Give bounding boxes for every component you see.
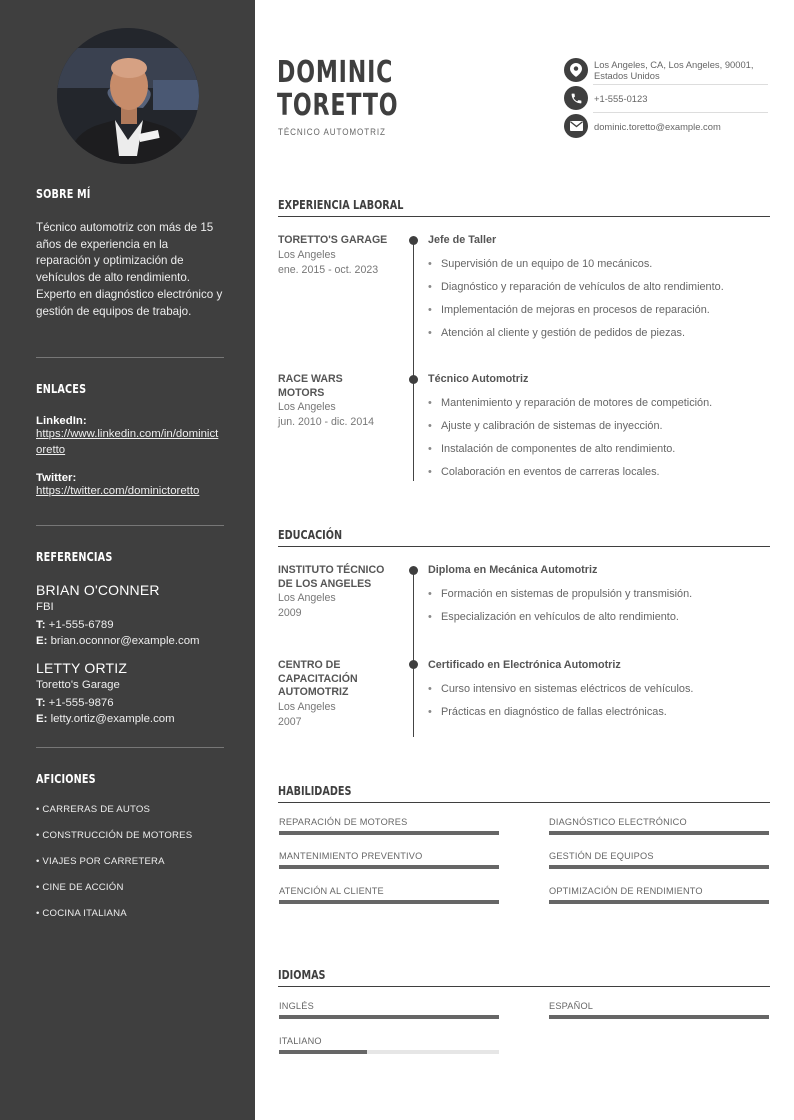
- language-bar-fill: [279, 1050, 367, 1054]
- first-name: DOMINIC: [277, 55, 394, 90]
- timeline-dot: [409, 375, 418, 384]
- list-item: • Ajuste y calibración de sistemas de inyección.: [428, 420, 773, 443]
- skill-bar-fill: [549, 865, 769, 869]
- sidebar: [0, 0, 255, 1120]
- reference-name: BRIAN O'CONNER: [36, 582, 160, 598]
- email-prefix: E:: [36, 635, 48, 647]
- about-text: Técnico automotriz con más de 15 años de experiencia en la reparación y optimización de vehículos de alto rendimiento. Experto en diagnóstico electrónico y gestión de equipos de trabajo.: [36, 221, 223, 318]
- divider: [36, 357, 224, 358]
- job-role: TÉCNICO AUTOMOTRIZ: [278, 127, 386, 137]
- hobbies-heading: AFICIONES: [36, 771, 96, 786]
- hobby-item: • COCINA ITALIANA: [36, 908, 127, 919]
- skill-item: [549, 886, 769, 904]
- timeline-dot: [409, 566, 418, 575]
- skill-bar-fill: [279, 865, 499, 869]
- experience-title: Jefe de Taller: [428, 234, 497, 246]
- skill-bar-fill: [549, 831, 769, 835]
- list-item: • Diagnóstico y reparación de vehículos de alto rendimiento.: [428, 281, 773, 304]
- reference-name: LETTY ORTIZ: [36, 660, 128, 676]
- skill-bar: [279, 865, 499, 869]
- education-title: Certificado en Electrónica Automotriz: [428, 659, 621, 671]
- education-org: CENTRO DE CAPACITACIÓN AUTOMOTRIZ: [278, 659, 358, 698]
- reference-item: [36, 660, 224, 725]
- education-dates: 2007: [278, 715, 302, 728]
- phone-text: +1-555-0123: [594, 92, 648, 104]
- phone-prefix: T:: [36, 619, 46, 631]
- phone-prefix: T:: [36, 697, 46, 709]
- twitter-label: Twitter:: [36, 472, 77, 484]
- skill-bar-fill: [549, 900, 769, 904]
- reference-email[interactable]: letty.ortiz@example.com: [50, 713, 175, 725]
- twitter-link[interactable]: https://twitter.com/dominictoretto: [36, 485, 200, 497]
- list-item: • Colaboración en eventos de carreras locales.: [428, 466, 773, 489]
- skill-bar-fill: [279, 900, 499, 904]
- skill-name: OPTIMIZACIÓN DE RENDIMIENTO: [549, 886, 703, 896]
- language-item: [279, 1036, 499, 1054]
- education-title: Diploma en Mecánica Automotriz: [428, 564, 598, 576]
- language-item: [549, 1001, 769, 1019]
- education-entry-meta: [278, 659, 398, 730]
- reference-phone: +1-555-6789: [48, 619, 114, 631]
- about-heading: SOBRE MÍ: [36, 186, 91, 201]
- timeline-dot: [409, 236, 418, 245]
- reference-email[interactable]: brian.oconnor@example.com: [50, 635, 200, 647]
- reference-org: FBI: [36, 601, 54, 613]
- references-heading: REFERENCIAS: [36, 549, 113, 564]
- list-item: • Prácticas en diagnóstico de fallas electrónicas.: [428, 706, 773, 729]
- skill-name: MANTENIMIENTO PREVENTIVO: [279, 851, 423, 861]
- divider: [593, 84, 768, 85]
- experience-bullets: [428, 258, 773, 350]
- experience-org: TORETTO'S GARAGE: [278, 234, 388, 246]
- linkedin-link[interactable]: https://www.linkedin.com/in/dominictoretto: [36, 428, 219, 456]
- last-name: TORETTO: [277, 88, 399, 123]
- experience-entry-meta: [278, 373, 398, 430]
- experience-location: Los Angeles: [278, 401, 336, 413]
- list-item: • Supervisión de un equipo de 10 mecánicos.: [428, 258, 773, 281]
- reference-org: Toretto's Garage: [36, 679, 120, 691]
- education-location: Los Angeles: [278, 592, 336, 604]
- contact-email: [564, 114, 768, 138]
- education-bullets: [428, 588, 773, 634]
- timeline-dot: [409, 660, 418, 669]
- contact-phone: [564, 86, 768, 110]
- skill-item: [279, 886, 499, 904]
- skill-item: [549, 851, 769, 869]
- hobby-item: • VIAJES POR CARRETERA: [36, 856, 165, 867]
- hobby-item: • CARRERAS DE AUTOS: [36, 804, 151, 815]
- email-text[interactable]: dominic.toretto@example.com: [594, 120, 721, 132]
- language-name: ESPAÑOL: [549, 1001, 594, 1011]
- list-item: • Implementación de mejoras en procesos de reparación.: [428, 304, 773, 327]
- skill-item: [549, 817, 769, 835]
- list-item: • Instalación de componentes de alto rendimiento.: [428, 443, 773, 466]
- section-rule: [278, 216, 770, 217]
- experience-dates: ene. 2015 - oct. 2023: [278, 263, 379, 276]
- language-name: INGLÉS: [279, 1001, 314, 1011]
- skill-item: [279, 817, 499, 835]
- profile-photo: [57, 28, 199, 164]
- list-item: • Mantenimiento y reparación de motores de competición.: [428, 397, 773, 420]
- location-pin-icon: [564, 58, 588, 82]
- divider: [36, 525, 224, 526]
- phone-icon: [564, 86, 588, 110]
- skill-item: [279, 851, 499, 869]
- education-entry-meta: [278, 564, 398, 621]
- skill-bar: [279, 831, 499, 835]
- experience-org: RACE WARS MOTORS: [278, 373, 343, 399]
- language-bar: [549, 1015, 769, 1019]
- mail-icon: [564, 114, 588, 138]
- divider: [36, 747, 224, 748]
- skill-bar: [549, 900, 769, 904]
- language-bar: [279, 1050, 499, 1054]
- education-timeline: [413, 570, 414, 737]
- education-org: INSTITUTO TÉCNICO DE LOS ANGELES: [278, 564, 385, 590]
- language-bar-fill: [549, 1015, 769, 1019]
- education-location: Los Angeles: [278, 700, 336, 713]
- language-name: ITALIANO: [279, 1036, 322, 1046]
- hobby-item: • CONSTRUCCIÓN DE MOTORES: [36, 830, 193, 841]
- experience-location: Los Angeles: [278, 248, 336, 261]
- section-rule: [278, 546, 770, 547]
- skill-bar: [279, 900, 499, 904]
- education-heading: EDUCACIÓN: [278, 527, 343, 542]
- skill-bar: [549, 865, 769, 869]
- hobby-item: • CINE DE ACCIÓN: [36, 882, 124, 893]
- section-rule: [278, 802, 770, 803]
- experience-timeline: [413, 240, 414, 481]
- address-line1: Los Angeles, CA, Los Angeles, 90001,: [594, 59, 754, 70]
- linkedin-label: LinkedIn:: [36, 415, 87, 427]
- language-item: [279, 1001, 499, 1019]
- skill-bar: [549, 831, 769, 835]
- language-bar-fill: [279, 1015, 499, 1019]
- experience-title: Técnico Automotriz: [428, 373, 529, 385]
- skill-name: DIAGNÓSTICO ELECTRÓNICO: [549, 817, 687, 827]
- divider: [593, 112, 768, 113]
- list-item: • Atención al cliente y gestión de pedidos de piezas.: [428, 327, 773, 350]
- contact-address: [564, 58, 768, 82]
- section-rule: [278, 986, 770, 987]
- experience-bullets: [428, 397, 773, 489]
- reference-item: [36, 582, 224, 647]
- reference-phone: +1-555-9876: [48, 697, 114, 709]
- skill-name: ATENCIÓN AL CLIENTE: [279, 886, 384, 896]
- education-bullets: [428, 683, 773, 729]
- languages-heading: IDIOMAS: [278, 967, 326, 982]
- address-line2: Estados Unidos: [594, 70, 660, 81]
- education-dates: 2009: [278, 607, 302, 619]
- skill-name: REPARACIÓN DE MOTORES: [279, 817, 408, 827]
- list-item: • Formación en sistemas de propulsión y transmisión.: [428, 588, 773, 611]
- skill-bar-fill: [279, 831, 499, 835]
- candidate-name: [277, 56, 398, 122]
- language-bar: [279, 1015, 499, 1019]
- experience-heading: EXPERIENCIA LABORAL: [278, 197, 404, 212]
- skill-name: GESTIÓN DE EQUIPOS: [549, 851, 654, 861]
- experience-dates: jun. 2010 - dic. 2014: [278, 416, 375, 428]
- email-prefix: E:: [36, 713, 48, 725]
- experience-entry-meta: [278, 234, 398, 278]
- skills-heading: HABILIDADES: [278, 783, 352, 798]
- list-item: • Especialización en vehículos de alto rendimiento.: [428, 611, 773, 634]
- list-item: • Curso intensivo en sistemas eléctricos de vehículos.: [428, 683, 773, 706]
- links-heading: ENLACES: [36, 381, 87, 396]
